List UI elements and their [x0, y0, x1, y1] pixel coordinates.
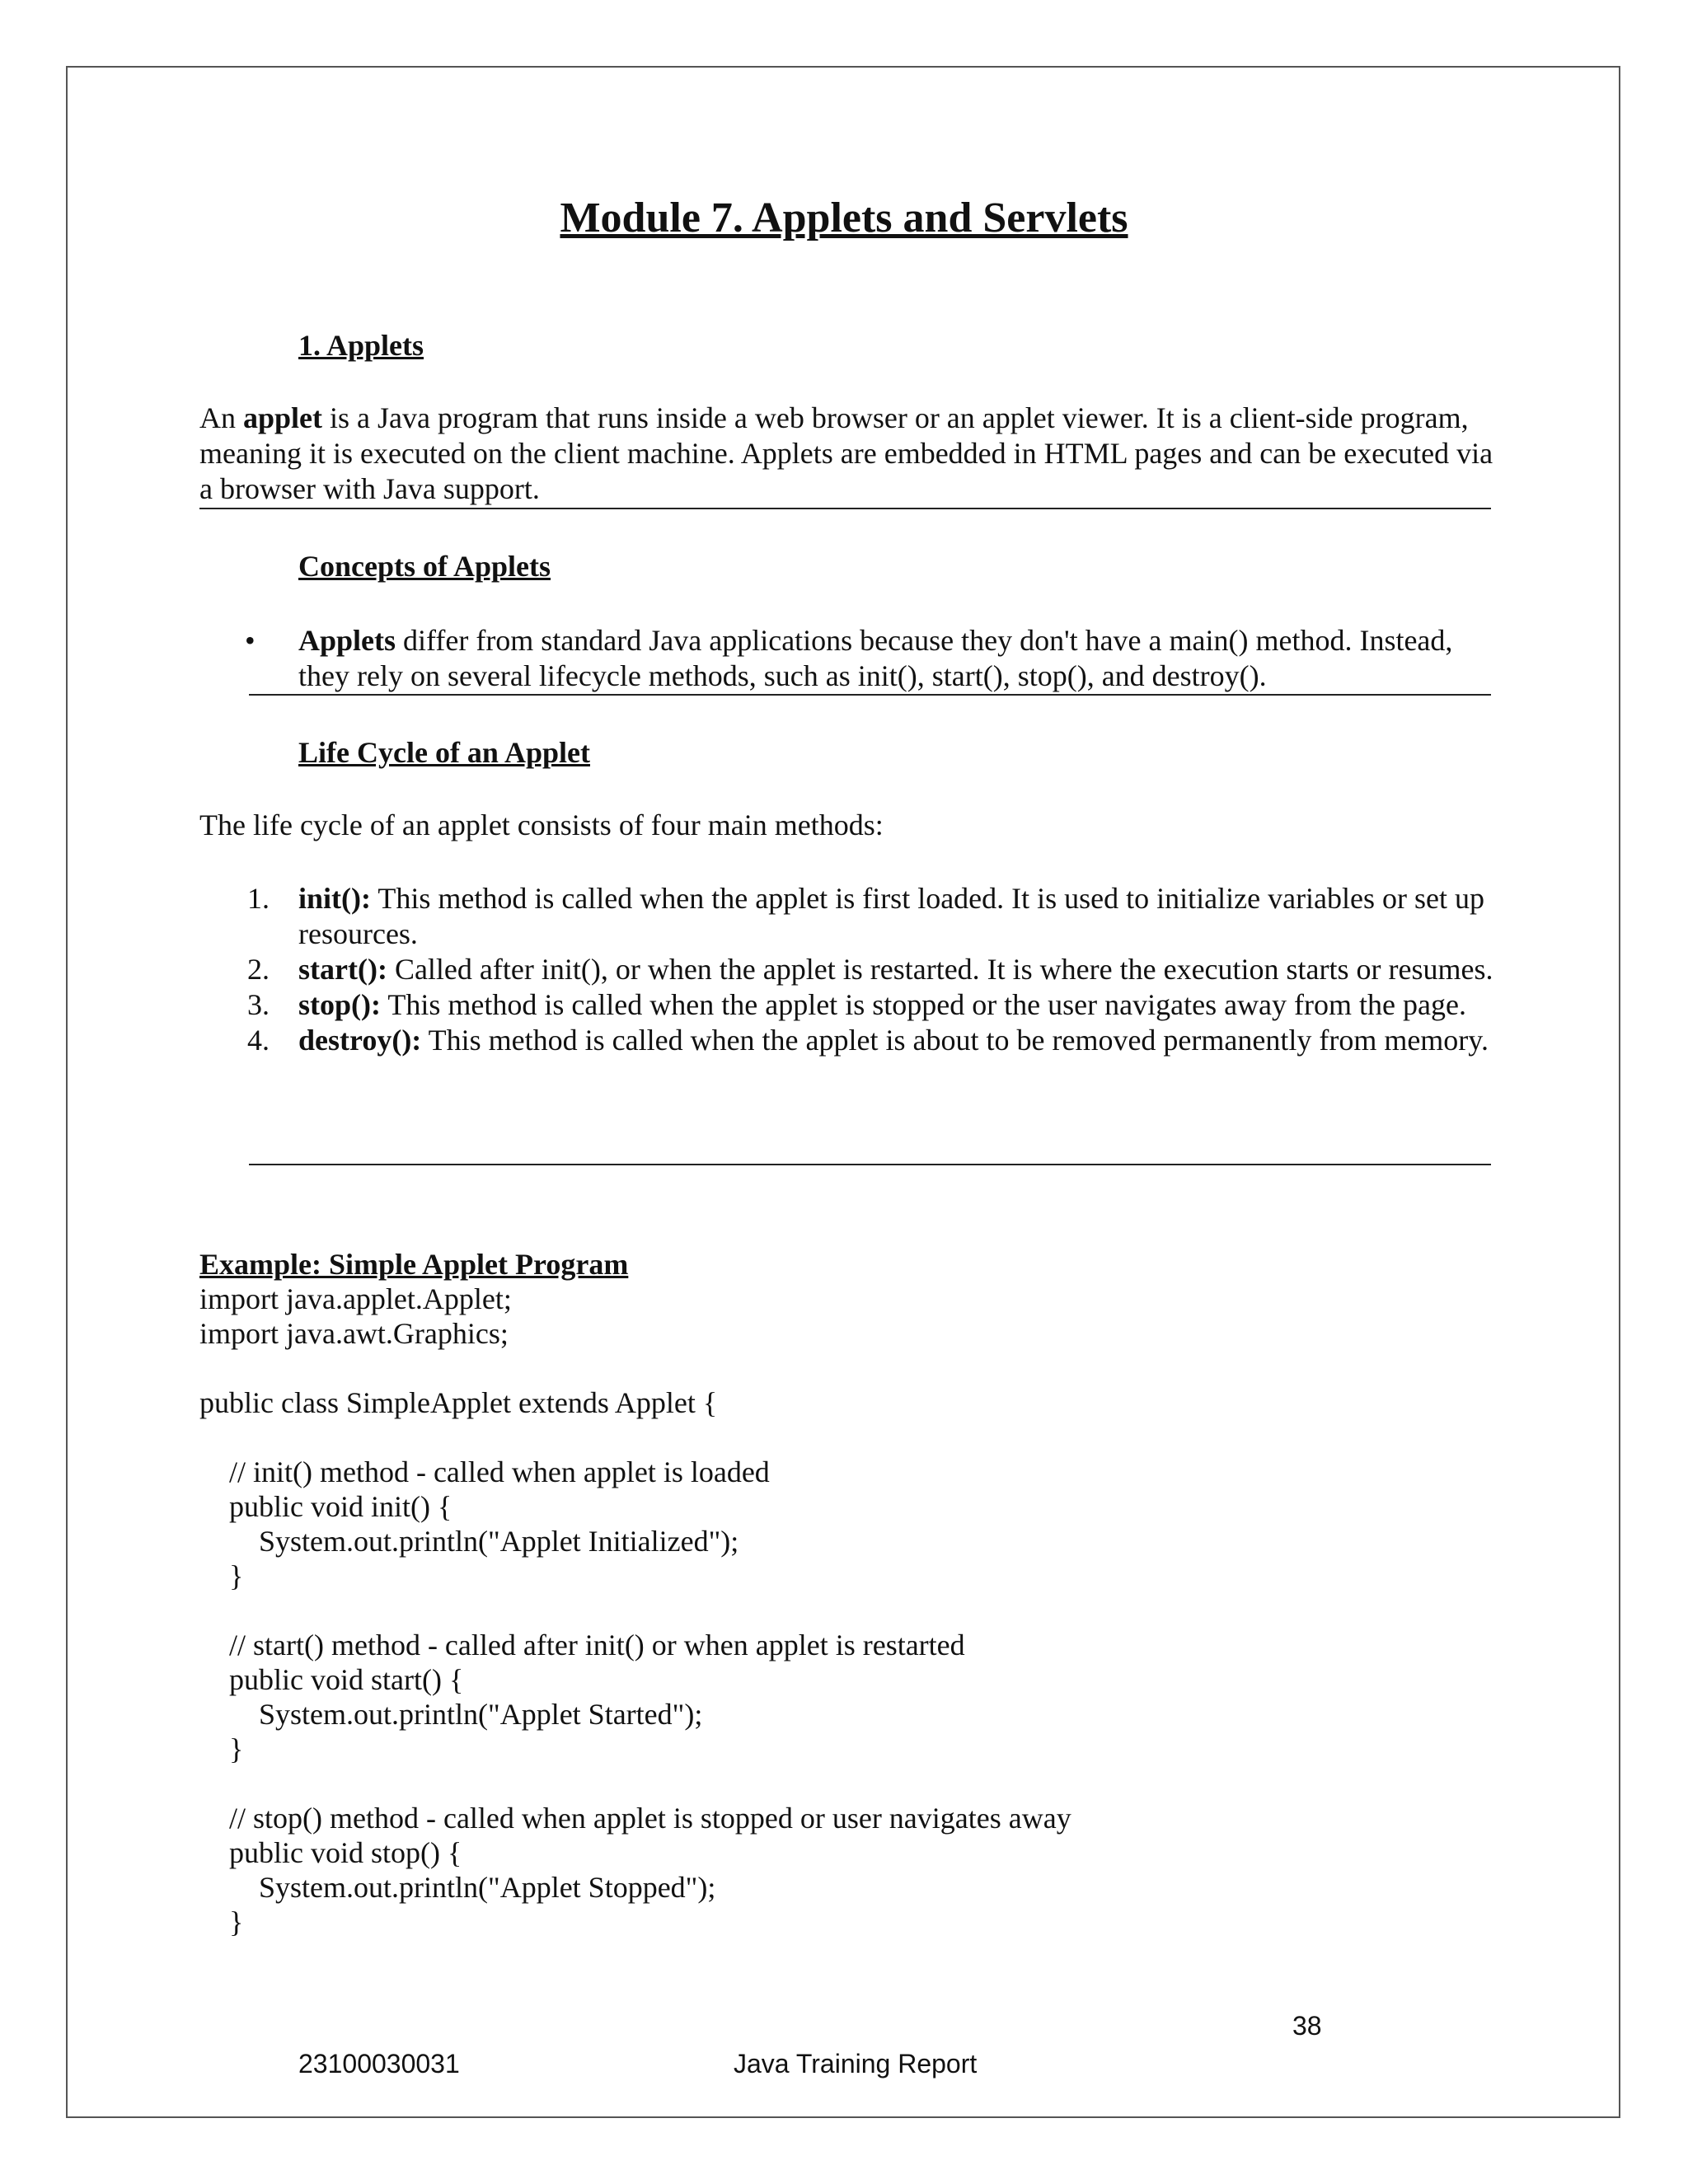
applet-intro-paragraph	[199, 401, 1502, 507]
item-number: 4.	[247, 1024, 270, 1057]
item-number: 2.	[247, 953, 270, 986]
item-text: This method is called when the applet is stopped or the user navigates away from the page.	[380, 988, 1466, 1021]
item-method: init():	[298, 882, 371, 915]
list-item	[199, 987, 1502, 1023]
list-item	[199, 952, 1502, 987]
item-method: start():	[298, 953, 387, 986]
code-block: import java.applet.Applet; import java.awt.Graphics; public class SimpleApplet extends Applet { // init() method - called when applet is loaded public void init() { System.out.println("Applet Initialized"); } // start() method - called after init() or when applet is restarted public void start() { System.out.println("Applet Started"); } // stop() method - called when applet is stopped or user navigates away public void stop() { System.out.println("Applet Stopped"); }	[199, 1282, 1071, 1938]
bullet-icon: •	[245, 624, 256, 657]
item-number: 3.	[247, 988, 270, 1021]
page-title: Module 7. Applets and Servlets	[560, 194, 1128, 241]
divider	[249, 694, 1491, 696]
list-item	[199, 1023, 1502, 1058]
list-item	[199, 623, 1502, 694]
item-number: 1.	[247, 882, 270, 915]
item-method: destroy():	[298, 1024, 422, 1057]
divider	[199, 508, 1491, 509]
page-number: 38	[1292, 2011, 1322, 2041]
list-item	[199, 881, 1502, 952]
lifecycle-intro: The life cycle of an applet consists of four main methods:	[199, 808, 884, 841]
item-text: This method is called when the applet is about to be removed permanently from memory.	[421, 1024, 1489, 1057]
item-text: This method is called when the applet is first loaded. It is used to initialize variables or set up resources.	[298, 882, 1485, 950]
footer-student-id: 23100030031	[298, 2049, 460, 2079]
section-heading-applets: 1. Applets	[298, 329, 424, 362]
section-heading-example: Example: Simple Applet Program	[199, 1248, 629, 1281]
intro-text-2: is a Java program that runs inside a web browser or an applet viewer. It is a client-side program, meaning it is executed on the client machine. Applets are embedded in HTML pages and can be executed via a browser with Java support.	[199, 401, 1493, 505]
bullet-text: differ from standard Java applications because they don't have a main() method. Instead, they rely on several lifecycle methods, such as init(), start(), stop(), and destroy().	[298, 624, 1453, 692]
section-heading-concepts: Concepts of Applets	[298, 550, 551, 583]
intro-text-1: An	[199, 401, 243, 434]
footer-report-title: Java Training Report	[734, 2049, 978, 2079]
bullet-bold: Applets	[298, 624, 396, 657]
item-text: Called after init(), or when the applet is restarted. It is where the execution starts or resumes.	[387, 953, 1493, 986]
intro-bold-applet: applet	[243, 401, 323, 434]
divider	[249, 1164, 1491, 1165]
lifecycle-list	[199, 881, 1502, 1058]
item-method: stop():	[298, 988, 381, 1021]
concepts-list	[199, 623, 1502, 694]
section-heading-lifecycle: Life Cycle of an Applet	[298, 736, 590, 769]
